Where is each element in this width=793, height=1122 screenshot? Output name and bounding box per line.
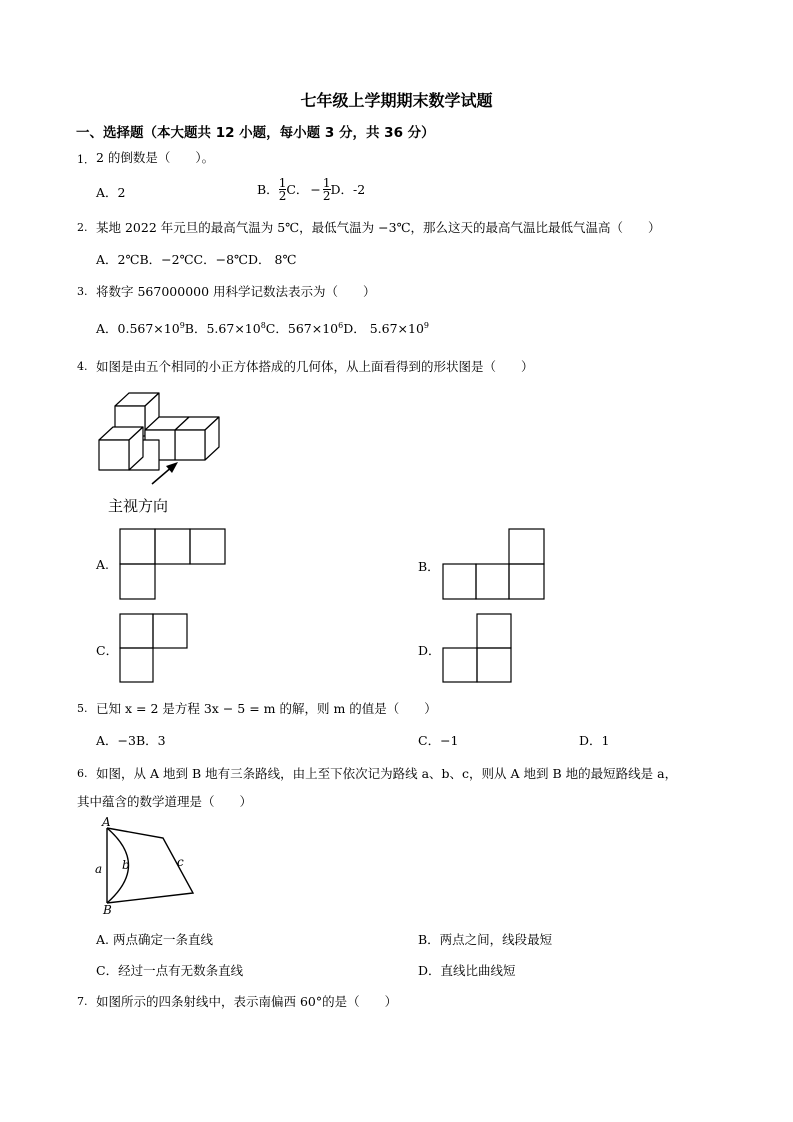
denominator: 2 bbox=[322, 188, 331, 203]
question-stem: 某地 2022 年元旦的最高气温为 5℃，最低气温为 −3℃，那么这天的最高气温比最低气温高（ ） bbox=[96, 220, 661, 235]
option-d: D．直线比曲线短 bbox=[418, 963, 516, 978]
minus-sign: − bbox=[310, 181, 321, 197]
exponent: 9 bbox=[423, 320, 430, 330]
question-number: 1． bbox=[77, 153, 95, 166]
question-number: 3. bbox=[77, 285, 88, 298]
option-d: D．-2 bbox=[330, 182, 366, 197]
point-b-label: B bbox=[103, 903, 112, 917]
route-c-label: c bbox=[177, 855, 184, 869]
question-stem: 已知 x = 2 是方程 3x − 5 = m 的解，则 m 的值是（ ） bbox=[96, 701, 437, 716]
question-number: 2. bbox=[77, 221, 88, 234]
question-number: 6. bbox=[77, 767, 88, 780]
question-stem: 如图是由五个相同的小正方体搭成的几何体，从上面看得到的形状图是（ ） bbox=[96, 359, 534, 374]
view-direction-label: 主视方向 bbox=[108, 497, 169, 515]
option-a: A．0.567×10 bbox=[96, 321, 180, 336]
question-stem: 2 的倒数是（ ）。 bbox=[96, 150, 215, 165]
option-label: B． bbox=[257, 182, 279, 197]
question-number: 4. bbox=[77, 360, 88, 373]
question-stem: 如图所示的四条射线中，表示南偏西 60°的是（ ） bbox=[96, 994, 398, 1009]
exponent: 8 bbox=[260, 320, 266, 330]
option-d: D．1 bbox=[579, 733, 610, 748]
option-label: C． bbox=[286, 182, 309, 197]
section-heading: 一、选择题（本大题共 12 小题，每小题 3 分，共 36 分） bbox=[76, 125, 435, 141]
options-row: A．2℃B．−2℃C．−8℃D． 8℃ bbox=[96, 252, 297, 267]
question-number: 7. bbox=[77, 995, 88, 1008]
route-b-label: b bbox=[122, 858, 130, 872]
option-a: A．2 bbox=[96, 185, 126, 200]
numerator: 1 bbox=[322, 175, 331, 190]
question-stem-line2: 其中蕴含的数学道理是（ ） bbox=[77, 794, 253, 809]
route-a-label: a bbox=[95, 862, 103, 876]
option-c: C．经过一点有无数条直线 bbox=[96, 963, 244, 978]
option-c: C．−1 bbox=[418, 733, 459, 748]
numerator: 1 bbox=[278, 175, 287, 190]
option-d-label: D． bbox=[418, 643, 441, 658]
exponent: 6 bbox=[338, 320, 344, 330]
option-c-label: C． bbox=[96, 643, 119, 658]
options-ab: A．−3B．3 bbox=[96, 733, 166, 748]
point-a-label: A bbox=[102, 815, 111, 829]
exponent: 9 bbox=[179, 320, 185, 330]
option-d: D． 5.67×10 bbox=[343, 321, 424, 336]
denominator: 2 bbox=[278, 188, 287, 203]
question-number: 5. bbox=[77, 702, 88, 715]
question-stem-line1: 如图，从 A 地到 B 地有三条路线，由上至下依次记为路线 a、b、c，则从 A 地到 B 地的最短路线是 a， bbox=[96, 766, 678, 781]
option-b: B．5.67×10 bbox=[184, 321, 261, 336]
option-a-label: A. bbox=[96, 557, 110, 572]
option-b: B．两点之间，线段最短 bbox=[418, 932, 553, 947]
page-title: 七年级上学期期末数学试题 bbox=[300, 91, 493, 110]
option-c: C．567×10 bbox=[265, 321, 339, 336]
option-b-label: B． bbox=[418, 559, 440, 574]
option-a: A. 两点确定一条直线 bbox=[96, 932, 213, 947]
question-stem: 将数字 567000000 用科学记数法表示为（ ） bbox=[96, 284, 376, 299]
